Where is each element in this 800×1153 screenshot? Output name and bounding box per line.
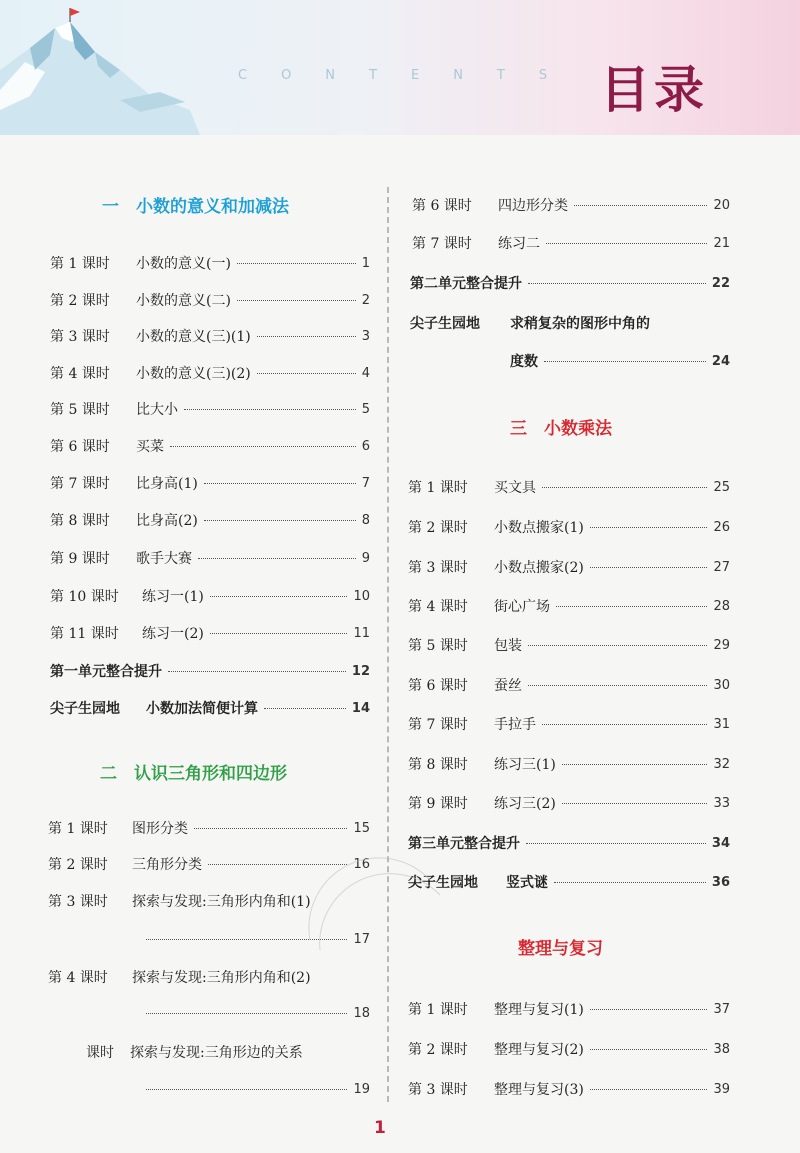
toc-entry[interactable]: 第 6 课时 四边形分类 20	[412, 197, 730, 214]
watermark-stamp	[290, 840, 450, 960]
toc-entry[interactable]: 第 11 课时 练习一(2) 11	[50, 625, 370, 642]
toc-entry[interactable]: 第 2 课时 小数的意义(二) 2	[50, 292, 370, 309]
toc-review-entry[interactable]: 第二单元整合提升 22	[410, 275, 730, 292]
section-title-2: 二 认识三角形和四边形	[100, 764, 287, 784]
toc-entry-continued[interactable]: 19	[140, 1078, 370, 1100]
toc-entry[interactable]: 第 9 课时 练习三(2) 33	[408, 795, 730, 812]
toc-entry[interactable]: 第 7 课时 手拉手 31	[408, 716, 730, 733]
toc-entry[interactable]: 第 1 课时 图形分类 15	[48, 820, 370, 837]
toc-entry[interactable]: 第 2 课时 三角形分类 16	[48, 856, 370, 873]
toc-entry[interactable]: 第 1 课时 买文具 25	[408, 479, 730, 496]
toc-entry[interactable]: 第 4 课时 小数的意义(三)(2) 4	[50, 365, 370, 382]
toc-entry[interactable]: 第 3 课时 小数的意义(三)(1) 3	[50, 328, 370, 345]
toc-entry[interactable]: 第 2 课时 小数点搬家(1) 26	[408, 519, 730, 536]
toc-review-entry[interactable]: 第三单元整合提升 34	[408, 835, 730, 852]
toc-extra-entry-continued[interactable]: 度数 24	[510, 353, 730, 370]
toc-entry[interactable]: 第 9 课时 歌手大赛 9	[50, 550, 370, 567]
toc-extra-entry[interactable]: 尖子生园地 小数加法简便计算 14	[50, 700, 370, 717]
column-divider	[387, 187, 389, 1102]
toc-entry[interactable]: 第 1 课时 小数的意义(一) 1	[50, 255, 370, 272]
flag-icon	[70, 8, 80, 16]
toc-entry[interactable]: 第 7 课时 练习二 21	[412, 235, 730, 252]
section-title-4: 整理与复习	[518, 939, 603, 959]
toc-entry[interactable]: 第 10 课时 练习一(1) 10	[50, 588, 370, 605]
toc-entry[interactable]: 第 3 课时 整理与复习(3) 39	[408, 1081, 730, 1098]
toc-entry-continued[interactable]: 18	[140, 1002, 370, 1024]
toc-entry[interactable]: 第 5 课时 比大小 5	[50, 401, 370, 418]
page-title: 目录	[600, 61, 708, 119]
toc-review-entry[interactable]: 第一单元整合提升 12	[50, 663, 370, 680]
toc-entry[interactable]: 第 5 课时 包装 29	[408, 637, 730, 654]
toc-extra-entry[interactable]: 尖子生园地 求稍复杂的图形中角的	[410, 316, 650, 332]
toc-entry[interactable]: 第 4 课时 街心广场 28	[408, 598, 730, 615]
toc-entry[interactable]: 第 6 课时 蚕丝 30	[408, 677, 730, 694]
section-title-3: 三 小数乘法	[510, 419, 612, 439]
header-banner	[0, 0, 800, 135]
section-title-1: 一 小数的意义和加减法	[102, 197, 289, 217]
toc-entry[interactable]: 课时 探索与发现:三角形边的关系	[86, 1045, 303, 1061]
mountain-illustration	[0, 0, 200, 135]
toc-entry[interactable]: 第 8 课时 练习三(1) 32	[408, 756, 730, 773]
toc-entry-continued[interactable]: 17	[140, 928, 370, 950]
toc-extra-entry[interactable]: 尖子生园地 竖式谜 36	[408, 874, 730, 891]
toc-entry[interactable]: 第 4 课时 探索与发现:三角形内角和(2)	[48, 970, 311, 986]
page-number: 1	[374, 1118, 386, 1138]
toc-entry[interactable]: 第 7 课时 比身高(1) 7	[50, 475, 370, 492]
toc-entry[interactable]: 第 8 课时 比身高(2) 8	[50, 512, 370, 529]
toc-entry[interactable]: 第 1 课时 整理与复习(1) 37	[408, 1001, 730, 1018]
toc-entry[interactable]: 第 3 课时 探索与发现:三角形内角和(1)	[48, 894, 311, 910]
contents-label: CONTENTS	[238, 68, 582, 83]
toc-entry[interactable]: 第 3 课时 小数点搬家(2) 27	[408, 559, 730, 576]
toc-entry[interactable]: 第 2 课时 整理与复习(2) 38	[408, 1041, 730, 1058]
toc-entry[interactable]: 第 6 课时 买菜 6	[50, 438, 370, 455]
